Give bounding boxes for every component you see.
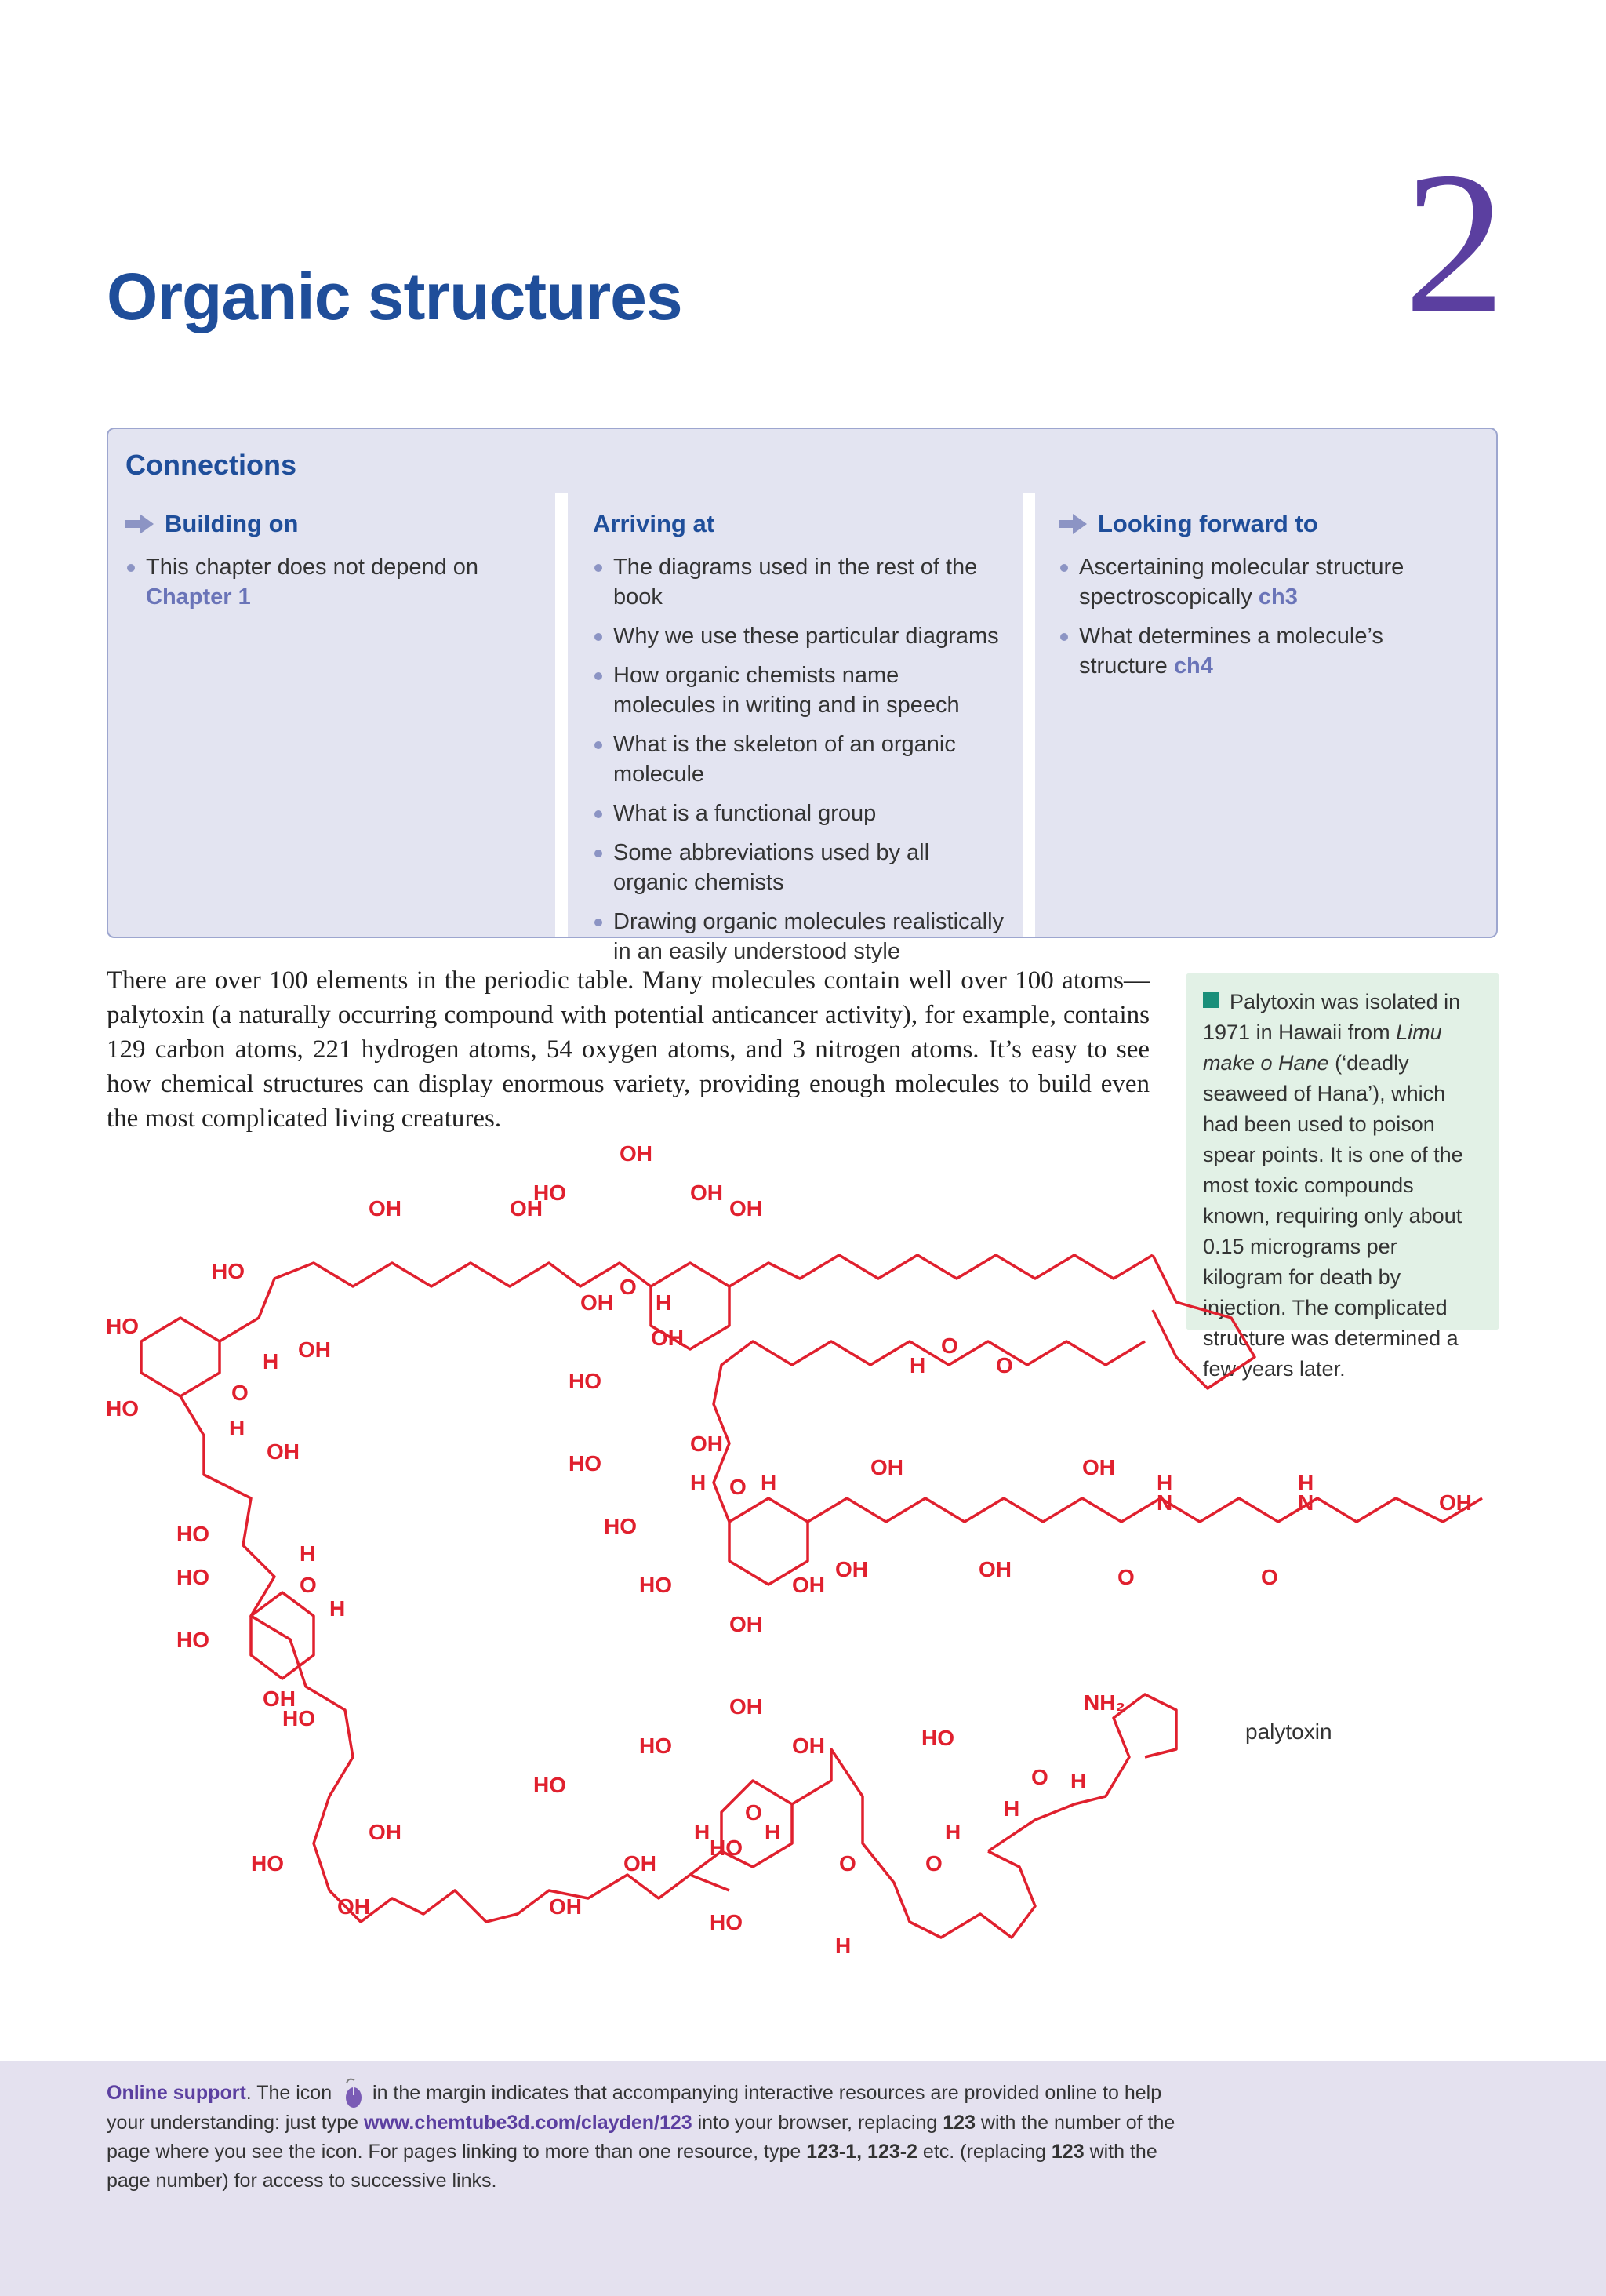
mouse-icon	[340, 2076, 364, 2109]
atom-label: HO	[282, 1706, 315, 1730]
atom-label: H	[263, 1349, 279, 1374]
list-item: Why we use these particular diagrams	[593, 621, 1016, 651]
atom-label: OH	[510, 1196, 543, 1221]
looking-forward-heading-text: Looking forward to	[1098, 510, 1318, 537]
atom-label: HO	[106, 1396, 139, 1421]
atom-label: HO	[604, 1514, 637, 1538]
atom-label: HO	[533, 1773, 566, 1797]
atom-label: OH	[263, 1687, 296, 1711]
atom-label: O	[729, 1475, 747, 1499]
atom-label: OH	[979, 1557, 1012, 1581]
atom-label: N	[1298, 1490, 1314, 1515]
atom-label: OH	[620, 1141, 652, 1166]
looking-forward-heading	[1059, 510, 1482, 538]
atom-label: N	[1157, 1490, 1173, 1515]
atom-label: HO	[176, 1628, 209, 1652]
list-item: How organic chemists name molecules in writing and in speech	[593, 660, 982, 720]
arriving-at-heading: Arriving at	[593, 510, 715, 537]
atom-label: OH	[690, 1181, 723, 1205]
atom-label: HO	[251, 1851, 284, 1876]
atom-label: O	[941, 1334, 958, 1358]
atom-label: OH	[729, 1612, 762, 1636]
atom-label: O	[1261, 1565, 1278, 1589]
note-square-icon	[1203, 992, 1219, 1008]
atom-label: OH	[369, 1196, 402, 1221]
atom-label: HO	[176, 1522, 209, 1546]
atom-label: H	[765, 1820, 781, 1844]
column-divider	[555, 493, 568, 937]
atom-label: HO	[710, 1910, 743, 1934]
palytoxin-structure	[94, 1137, 1506, 2016]
atom-label: HO	[569, 1369, 601, 1393]
atom-label: H	[835, 1934, 852, 1958]
atom-label: O	[839, 1851, 856, 1876]
list-item: What is a functional group	[593, 799, 1016, 828]
atom-label: OH	[651, 1326, 684, 1350]
atom-label: OH	[267, 1439, 300, 1464]
chapter-title: Organic structures	[107, 260, 682, 333]
atom-label: OH	[298, 1337, 331, 1362]
atom-label: O	[925, 1851, 943, 1876]
atom-label: H	[1157, 1471, 1173, 1495]
building-on-column	[125, 510, 549, 621]
list-item: The diagrams used in the rest of the book	[593, 552, 1016, 612]
atom-label: H	[945, 1820, 961, 1844]
atom-label: HO	[569, 1451, 601, 1475]
atom-label: OH	[337, 1894, 370, 1919]
connections-title: Connections	[125, 449, 297, 481]
atom-label: OH	[623, 1851, 656, 1876]
atom-label: HO	[106, 1314, 139, 1338]
structure-label: palytoxin	[1245, 1719, 1332, 1744]
list-item: Ascertaining molecular structure spectroscopically ch3	[1059, 552, 1424, 612]
atom-label: OH	[870, 1455, 903, 1479]
chapter-link[interactable]: Chapter 1	[146, 584, 251, 609]
footer-url-link[interactable]: www.chemtube3d.com/clayden/123	[363, 2112, 692, 2134]
atom-label: O	[231, 1381, 249, 1405]
atom-label: HO	[710, 1836, 743, 1860]
atom-label: O	[996, 1353, 1013, 1377]
atom-label: H	[1070, 1769, 1087, 1793]
atom-label: OH	[369, 1820, 402, 1844]
atom-label: H	[1004, 1796, 1020, 1821]
list-item: This chapter does not depend on Chapter 1	[125, 552, 549, 612]
atom-label: H	[329, 1596, 346, 1621]
atom-label: OH	[580, 1290, 613, 1315]
atom-label: O	[1117, 1565, 1135, 1589]
atom-label: OH	[690, 1432, 723, 1456]
atom-label: OH	[729, 1694, 762, 1719]
atom-label: H	[690, 1471, 707, 1495]
atom-label: OH	[549, 1894, 582, 1919]
atom-label: O	[745, 1800, 762, 1825]
atom-label: H	[300, 1541, 316, 1566]
list-item: Some abbreviations used by all organic chemists	[593, 838, 1005, 897]
atom-label: HO	[639, 1734, 672, 1758]
atom-label: OH	[792, 1573, 825, 1597]
atom-label: H	[910, 1353, 926, 1377]
atom-label: H	[656, 1290, 672, 1315]
chapter-number: 2	[1404, 130, 1506, 356]
atom-label: OH	[729, 1196, 762, 1221]
atom-label: HO	[639, 1573, 672, 1597]
atom-label: O	[620, 1275, 637, 1299]
atom-label: O	[300, 1573, 317, 1597]
atom-label: OH	[835, 1557, 868, 1581]
building-on-heading-text: Building on	[165, 510, 299, 537]
atom-label: H	[1298, 1471, 1314, 1495]
chapter-link[interactable]: ch4	[1173, 653, 1213, 679]
arrow-right-icon	[125, 514, 154, 534]
atom-label: NH₂	[1084, 1690, 1125, 1715]
atom-label: H	[694, 1820, 710, 1844]
margin-note: Palytoxin was isolated in 1971 in Hawaii from Limu make o Hane (‘deadly seaweed of Hana’), which had been used to poison spear points. It is one of the most toxic compounds known, requiring only about 0.15 micrograms per kilogram for death by injection. The complicated structure was determined a few years later.	[1186, 973, 1499, 1330]
looking-forward-column	[1059, 510, 1482, 690]
atom-label: O	[1031, 1765, 1048, 1789]
atom-label: HO	[921, 1726, 954, 1750]
footer-text: Online support. The icon in the margin indicates that accompanying interactive resources are provided online to help your understanding: just type www.chemtube3d.com/clayden/123 into your browser, replacing 123 with the number of the page where you see the icon. For pages linking to more than one resource, type 123-1, 123-2 etc. (replacing 123 with the page number) for access to successive links.	[107, 2076, 1189, 2196]
intro-paragraph: There are over 100 elements in the periodic table. Many molecules contain well over 100 atoms—palytoxin (a naturally occurring compound with potential anticancer activity), for example, contains 129 carbon atoms, 221 hydrogen atoms, 54 oxygen atoms, and 3 nitrogen atoms. It’s easy to see how chemical structures can display enormous variety, providing enough molecules to build even the most complicated living creatures.	[107, 966, 1150, 1133]
arrow-right-icon	[1059, 514, 1087, 534]
atom-label: HO	[176, 1565, 209, 1589]
atom-label: HO	[212, 1259, 245, 1283]
list-item: What is the skeleton of an organic molecule	[593, 730, 1016, 789]
atom-label: OH	[1439, 1490, 1472, 1515]
list-item: What determines a molecule’s structure ch4	[1059, 621, 1393, 681]
column-divider	[1023, 493, 1035, 937]
atom-label: OH	[1082, 1455, 1115, 1479]
atom-label: OH	[792, 1734, 825, 1758]
chapter-link[interactable]: ch3	[1258, 584, 1298, 609]
building-on-heading	[125, 510, 549, 538]
arriving-at-column	[593, 510, 1016, 976]
atom-label: H	[761, 1471, 777, 1495]
list-item: Drawing organic molecules realistically in an easily understood style	[593, 907, 1005, 966]
atom-label: H	[229, 1416, 245, 1440]
atom-label: HO	[533, 1181, 566, 1205]
